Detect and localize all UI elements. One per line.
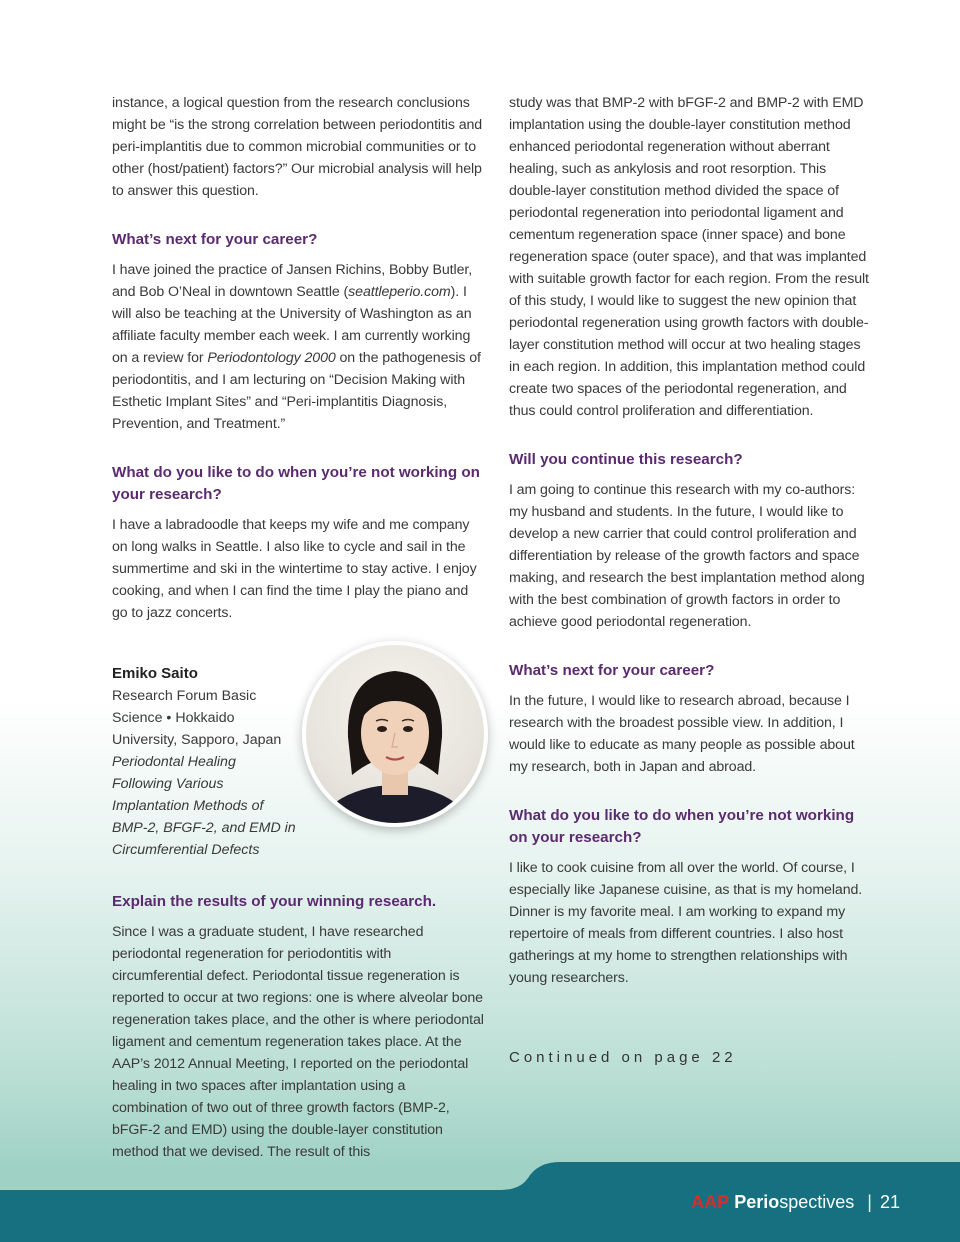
intro-paragraph: instance, a logical question from the research conclusions might be “is the strong correlation between periodontitis and peri-implantitis due to common microbial communities or to other (host/patient) factors?” Our microbial analysis will help to answer this question. [112,95,483,199]
research-title-line: Circumferential Defects [112,842,260,858]
website-link: seattleperio.com [348,284,451,300]
left-column [112,92,484,1176]
profile-block [112,663,484,873]
profile-photo [302,641,488,827]
research-title-line: Implantation Methods of [112,798,264,814]
continue-heading: Will you continue this research? [509,451,743,468]
journal-title: Periodontology 2000 [207,350,336,366]
profile-info [112,663,312,861]
explain-paragraph: Since I was a graduate student, I have researched periodontal regeneration for periodontitis with circumferential defect. Periodontal tissue regeneration is reported to occur at two regions: one is where alveolar bone regeneration takes place, and the other is where periodontal ligament and cementum regeneration takes place. At the AAP’s 2012 Annual Meeting, I reported on the periodontal healing in two spaces after implantation using a combination of two out of three growth factors (BMP-2, bFGF-2 and EMD) using the double-layer constitution method that we devised. The result of this [112,924,484,1160]
brand-separator: | [867,1192,872,1212]
brand-aap: AAP [691,1192,730,1212]
portrait-illustration [306,645,484,823]
research-title-line: Following Various [112,776,224,792]
career-heading-right: What’s next for your career? [509,662,715,679]
continued-note: Continued on page 22 [509,1049,737,1066]
continue-paragraph: I am going to continue this research with my co-authors: my husband and students. In the future, I would like to develop a new carrier that could control proliferation and differentiation by release of the growth factors and space making, and research the best implantation method along with the best combination of growth factors in order to achieve good periodontal regeneration. [509,482,865,630]
not-working-heading-right: What do you like to do when you’re not working on your research? [509,807,855,846]
profile-affiliation-line: University, Sapporo, Japan [112,732,282,748]
not-working-paragraph: I have a labradoodle that keeps my wife and me company on long walks in Seattle. I also like to cycle and sail in the summertime and ski in the wintertime to stay active. I enjoy cooking, and when I can find the time I play the piano and go to jazz concerts. [112,517,477,621]
profile-name: Emiko Saito [112,665,198,682]
footer-brand [691,1192,900,1213]
brand-perio: Perio [734,1192,780,1212]
brand-spectives: spectives [779,1192,855,1212]
research-title-line: Periodontal Healing [112,754,236,770]
page-number: 21 [879,1192,900,1212]
career-paragraph: I have joined the practice of Jansen Richins, Bobby Butler, and Bob O’Neal in downtown Seattle (seattleperio.com). I will also be teaching at the University of Washington as an affiliate faculty member each week. I am currently working on a review for Periodontology 2000 on the pathogenesis of periodontitis, and I am lecturing on “Decision Making with Esthetic Implant Sites” and “Peri-implantitis Diagnosis, Prevention, and Treatment.” [112,262,481,432]
study-paragraph: study was that BMP-2 with bFGF-2 and BMP-2 with EMD implantation using the double-layer constitution method enhanced periodontal regeneration without aberrant healing, such as ankylosis and root resorption. This double-layer constitution method divided the space of periodontal regeneration into periodontal ligament and cementum regeneration space (inner space) and bone regeneration space (outer space), and that was implanted with suitable growth factor for each region. From the result of this study, I would like to suggest the new opinion that periodontal regeneration using growth factors with double-layer constitution method will occur at two healing stages in each region. In addition, this implantation method could create two spaces of the periodontal regeneration, and thus could control proliferation and differentiation. [509,95,869,419]
career-heading: What’s next for your career? [112,231,318,248]
profile-affiliation-line: Science • Hokkaido [112,710,235,726]
profile-affiliation-line: Research Forum Basic [112,688,257,704]
not-working-heading: What do you like to do when you’re not working on your research? [112,464,480,503]
research-title-line: BMP-2, BFGF-2, and EMD in [112,820,296,836]
career-paragraph-right: In the future, I would like to research abroad, because I research with the broadest possible view. In addition, I would like to educate as many people as possible about my research, both in Japan and abroad. [509,693,855,775]
not-working-paragraph-right: I like to cook cuisine from all over the world. Of course, I especially like Japanese cuisine, as that is my homeland. Dinner is my favorite meal. I am working to expand my repertoire of meals from different countries. I also host gatherings at my home to strengthen relationships with young researchers. [509,860,863,986]
explain-heading: Explain the results of your winning research. [112,893,437,910]
right-column [509,92,869,1066]
